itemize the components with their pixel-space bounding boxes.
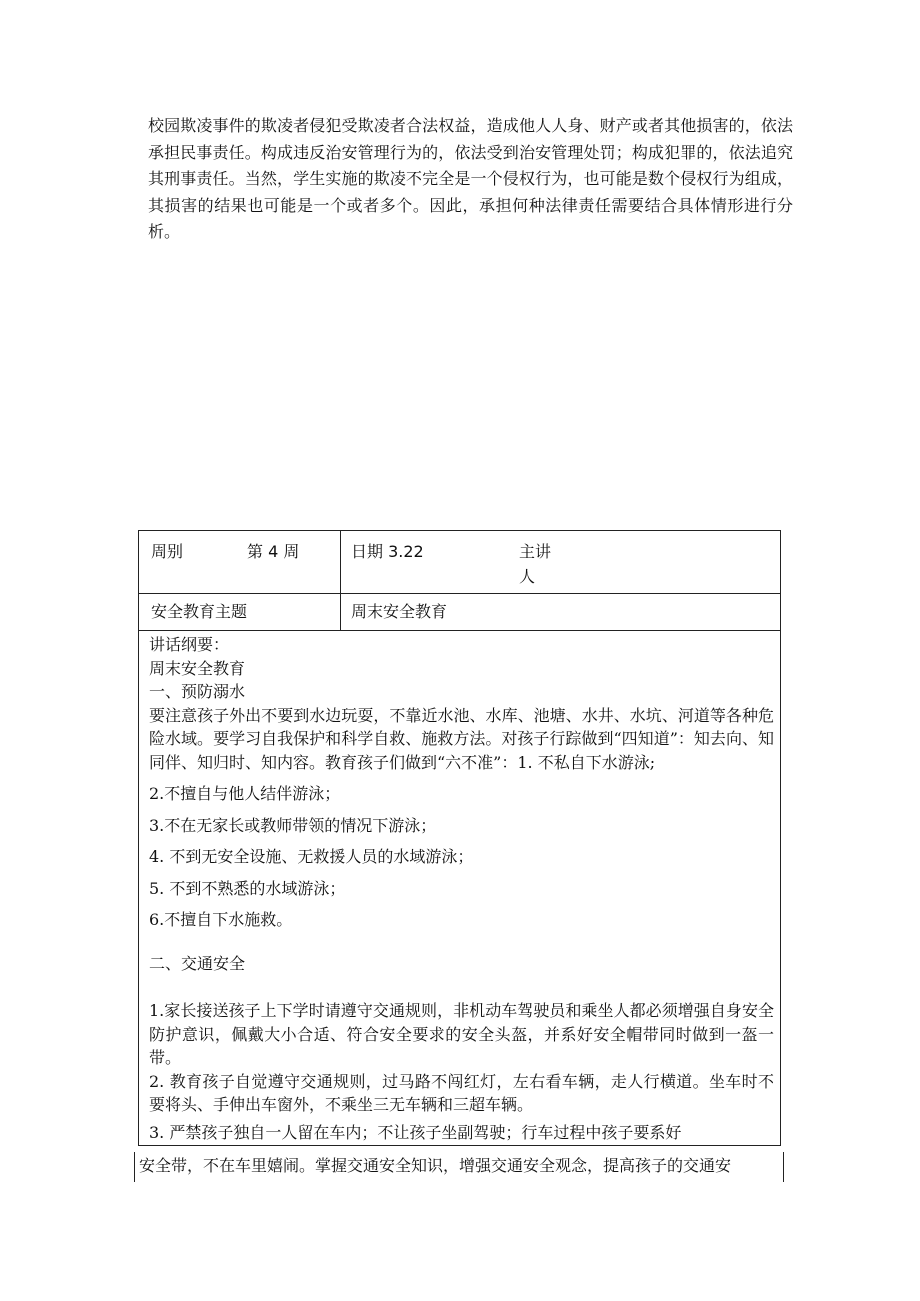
speaker-label: 主讲 <box>519 542 552 561</box>
rule-item: 5. 不到不熟悉的水域游泳； <box>149 878 346 898</box>
theme-label: 安全教育主题 <box>151 602 248 621</box>
outline-label: 讲话纲要： <box>149 635 230 654</box>
date-label: 日期 3.22 <box>351 542 424 561</box>
outline-title: 周末安全教育 <box>149 658 246 678</box>
rule-item: 6.不擅自下水施救。 <box>149 910 293 929</box>
column-divider <box>340 531 341 630</box>
row-divider <box>139 593 780 594</box>
intro-paragraph: 校园欺凌事件的欺凌者侵犯受欺凌者合法权益，造成他人人身、财产或者其他损害的，依法承担民事责任。构成违反治安管理行为的，依法受到治安管理处罚；构成犯罪的，依法追究其刑事责任。当然，学生实施的欺凌不完全是一个侵权行为，也可能是数个侵权行为组成，其损害的结果也可能是一个或者多个。因此，承担何种法律责任需要结合具体情形进行分析。 <box>148 116 793 241</box>
rule-item: 4. 不到无安全设施、无救援人员的水域游泳； <box>149 847 474 866</box>
safety-education-table <box>138 530 781 1146</box>
traffic-item: 3. 严禁孩子独自一人留在车内；不让孩子坐副驾驶；行车过程中孩子要系好 <box>149 1122 682 1142</box>
section-traffic-title: 二、交通安全 <box>149 953 246 973</box>
section-drowning-paragraph: 要注意孩子外出不要到水边玩耍，不靠近水池、水库、池塘、水井、水坑、河道等各种危险水域。要学习自我保护和科学自救、施救方法。对孩子行踪做到“四知道”：知去向、知同伴、知归时、知内容。教育孩子们做到“六不准”：1. 不私自下水游泳; <box>149 705 774 772</box>
continued-text: 安全带，不在车里嬉闹。掌握交通安全知识，增强交通安全观念，提高孩子的交通安 <box>139 1156 732 1175</box>
outline-content <box>149 633 774 1144</box>
rule-item: 2.不擅自与他人结伴游泳； <box>149 784 341 803</box>
traffic-item: 1.家长接送孩子上下学时请遵守交通规则，非机动车驾驶员和乘坐人都必须增强自身安全防护意识，佩戴大小合适、符合安全要求的安全头盔，并系好安全帽带同时做到一盔一带。 <box>149 1001 774 1067</box>
speaker-label-cont: 人 <box>519 567 536 586</box>
row-divider <box>139 630 780 631</box>
week-label: 周别 <box>151 542 184 561</box>
theme-value: 周末安全教育 <box>351 602 448 621</box>
rule-item: 3.不在无家长或教师带领的情况下游泳； <box>149 815 437 835</box>
intro-section <box>148 113 793 246</box>
traffic-item: 2. 教育孩子自觉遵守交通规则，过马路不闯红灯，左右看车辆，走人行横道。坐车时不要将头、手伸出车窗外，不乘坐三无车辆和三超车辆。 <box>149 1071 774 1114</box>
week-value: 第 4 周 <box>247 542 300 561</box>
continued-table-row <box>134 1152 784 1182</box>
section-drowning-title: 一、预防溺水 <box>149 682 246 701</box>
